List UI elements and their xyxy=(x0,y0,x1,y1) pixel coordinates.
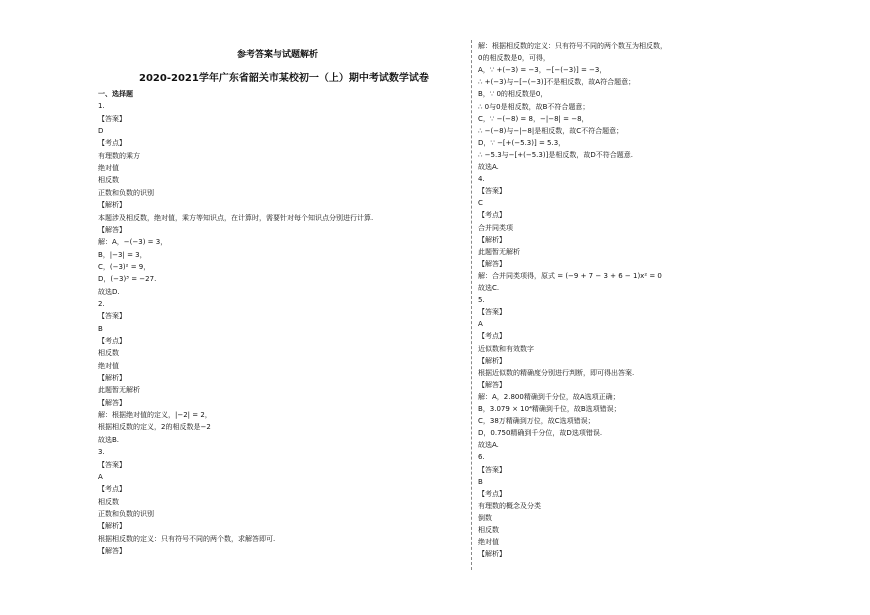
text-line: 【答案】 xyxy=(478,308,506,317)
text-line: 6. xyxy=(478,453,485,462)
text-line: 【解答】 xyxy=(478,259,506,268)
column-divider xyxy=(471,40,472,570)
text-line: 故选B. xyxy=(98,435,120,444)
text-line: C，38万精确到万位，故C选项错误； xyxy=(478,417,595,426)
text-line: B，∵ 0的相反数是0， xyxy=(478,90,548,99)
text-line: 【解析】 xyxy=(478,356,506,365)
text-line: 解：根据相反数的定义：只有符号不同的两个数互为相反数， xyxy=(478,42,667,50)
text-line: B xyxy=(98,324,103,333)
text-line: D，∵ −[+(−5.3)] = 5.3， xyxy=(478,138,566,147)
text-line: 【答案】 xyxy=(478,187,506,196)
text-line: 【解答】 xyxy=(98,225,126,234)
text-line: 此题暂无解析 xyxy=(478,247,520,256)
text-line: C xyxy=(478,199,483,208)
text-line: 【考点】 xyxy=(478,332,506,341)
text-line: 一、选择题 xyxy=(98,90,133,98)
text-line: 此题暂无解析 xyxy=(98,386,140,395)
text-line: A xyxy=(98,472,103,481)
text-line: 【解析】 xyxy=(98,522,126,531)
text-line: D，(−3)³ = −27. xyxy=(98,275,157,284)
text-line: 有理数的乘方 xyxy=(98,151,140,160)
text-line: 【考点】 xyxy=(478,211,506,220)
text-line: 5. xyxy=(478,296,485,305)
text-line: 近似数和有效数字 xyxy=(478,344,534,353)
text-line: 正数和负数的识别 xyxy=(98,188,154,197)
text-line: C，(−3)² = 9， xyxy=(98,262,151,271)
text-line: A，∵ +(−3) = −3，−[−(−3)] = −3， xyxy=(478,66,607,75)
text-line: 相反数 xyxy=(98,497,119,506)
text-line: 3. xyxy=(98,448,105,457)
text-line: 【解析】 xyxy=(478,550,506,559)
text-line: 【解答】 xyxy=(478,380,506,389)
text-line: 故选D. xyxy=(98,287,120,296)
text-line: 【考点】 xyxy=(98,139,126,148)
text-line: 故选C. xyxy=(478,284,500,292)
text-line: 故选A. xyxy=(478,441,499,450)
text-line: 2. xyxy=(98,299,105,308)
text-line: B xyxy=(478,477,483,486)
text-line: 4. xyxy=(478,175,485,184)
answer-title: 参考答案与试题解析 xyxy=(237,50,319,60)
text-line: 【考点】 xyxy=(478,489,506,498)
text-line: 【解析】 xyxy=(478,235,506,244)
text-line: 0的相反数是0，可得， xyxy=(478,54,550,63)
text-line: 根据相反数的定义，2的相反数是−2 xyxy=(98,423,211,432)
text-line: 相反数 xyxy=(98,176,119,185)
text-line: B，|−3| = 3， xyxy=(98,250,147,259)
text-line: ∴ 0与0是相反数，故B不符合题意； xyxy=(478,102,590,111)
text-line: 解：A，−(−3) = 3， xyxy=(98,238,168,247)
text-line: 【考点】 xyxy=(98,337,126,345)
text-line: 相反数 xyxy=(478,526,499,534)
text-line: 【解析】 xyxy=(98,374,126,383)
text-line: 故选A. xyxy=(478,163,499,171)
text-line: ∴ −5.3与−[+(−5.3)]是相反数，故D不符合题意. xyxy=(478,150,633,159)
text-line: 【答案】 xyxy=(98,114,126,123)
text-line: 【答案】 xyxy=(478,465,506,474)
text-line: A xyxy=(478,320,483,329)
text-line: ∴ −(−8)与−|−8|是相反数，故C不符合题意； xyxy=(478,126,624,135)
text-line: ∴ +(−3)与−[−(−3)]不是相反数，故A符合题意； xyxy=(478,78,636,87)
text-line: 【解析】 xyxy=(98,201,126,210)
text-line: 有理数的概念及分类 xyxy=(478,501,541,510)
text-line: B，3.079 × 10⁴精确到千位，故B选项错误； xyxy=(478,405,621,413)
text-line: 合并同类项 xyxy=(478,223,513,232)
text-line: 绝对值 xyxy=(98,361,119,370)
text-line: 倒数 xyxy=(478,513,492,522)
text-line: 【考点】 xyxy=(98,485,126,494)
text-line: D xyxy=(98,127,104,136)
text-line: 1. xyxy=(98,102,105,111)
exam-title: 2020-2021学年广东省韶关市某校初一（上）期中考试数学试卷 xyxy=(139,73,429,84)
text-line: 相反数 xyxy=(98,349,119,358)
text-line: 【解答】 xyxy=(98,398,126,407)
text-line: 【解答】 xyxy=(98,546,126,555)
text-line: 解：A，2.800精确到千分位，故A选项正确； xyxy=(478,392,620,401)
text-line: 【答案】 xyxy=(98,460,126,469)
text-line: 解：根据绝对值的定义，|−2| = 2， xyxy=(98,411,212,420)
text-line: 根据近似数的精确度分别进行判断，即可得出答案. xyxy=(478,368,635,377)
text-line: 根据相反数的定义：只有符号不同的两个数，求解答即可. xyxy=(98,534,276,543)
text-line: C，∵ −(−8) = 8，−|−8| = −8， xyxy=(478,114,589,123)
text-line: 正数和负数的识别 xyxy=(98,509,154,518)
text-line: D，0.750精确到千分位，故D选项错误. xyxy=(478,429,603,438)
text-line: 绝对值 xyxy=(478,538,499,547)
text-line: 【答案】 xyxy=(98,312,126,321)
text-line: 绝对值 xyxy=(98,164,119,173)
text-line: 本题涉及相反数，绝对值，乘方等知识点，在计算时，需要针对每个知识点分别进行计算. xyxy=(98,213,374,222)
text-line: 解：合并同类项得，原式 = (−9 + 7 − 3 + 6 − 1)x² = 0 xyxy=(478,271,662,280)
